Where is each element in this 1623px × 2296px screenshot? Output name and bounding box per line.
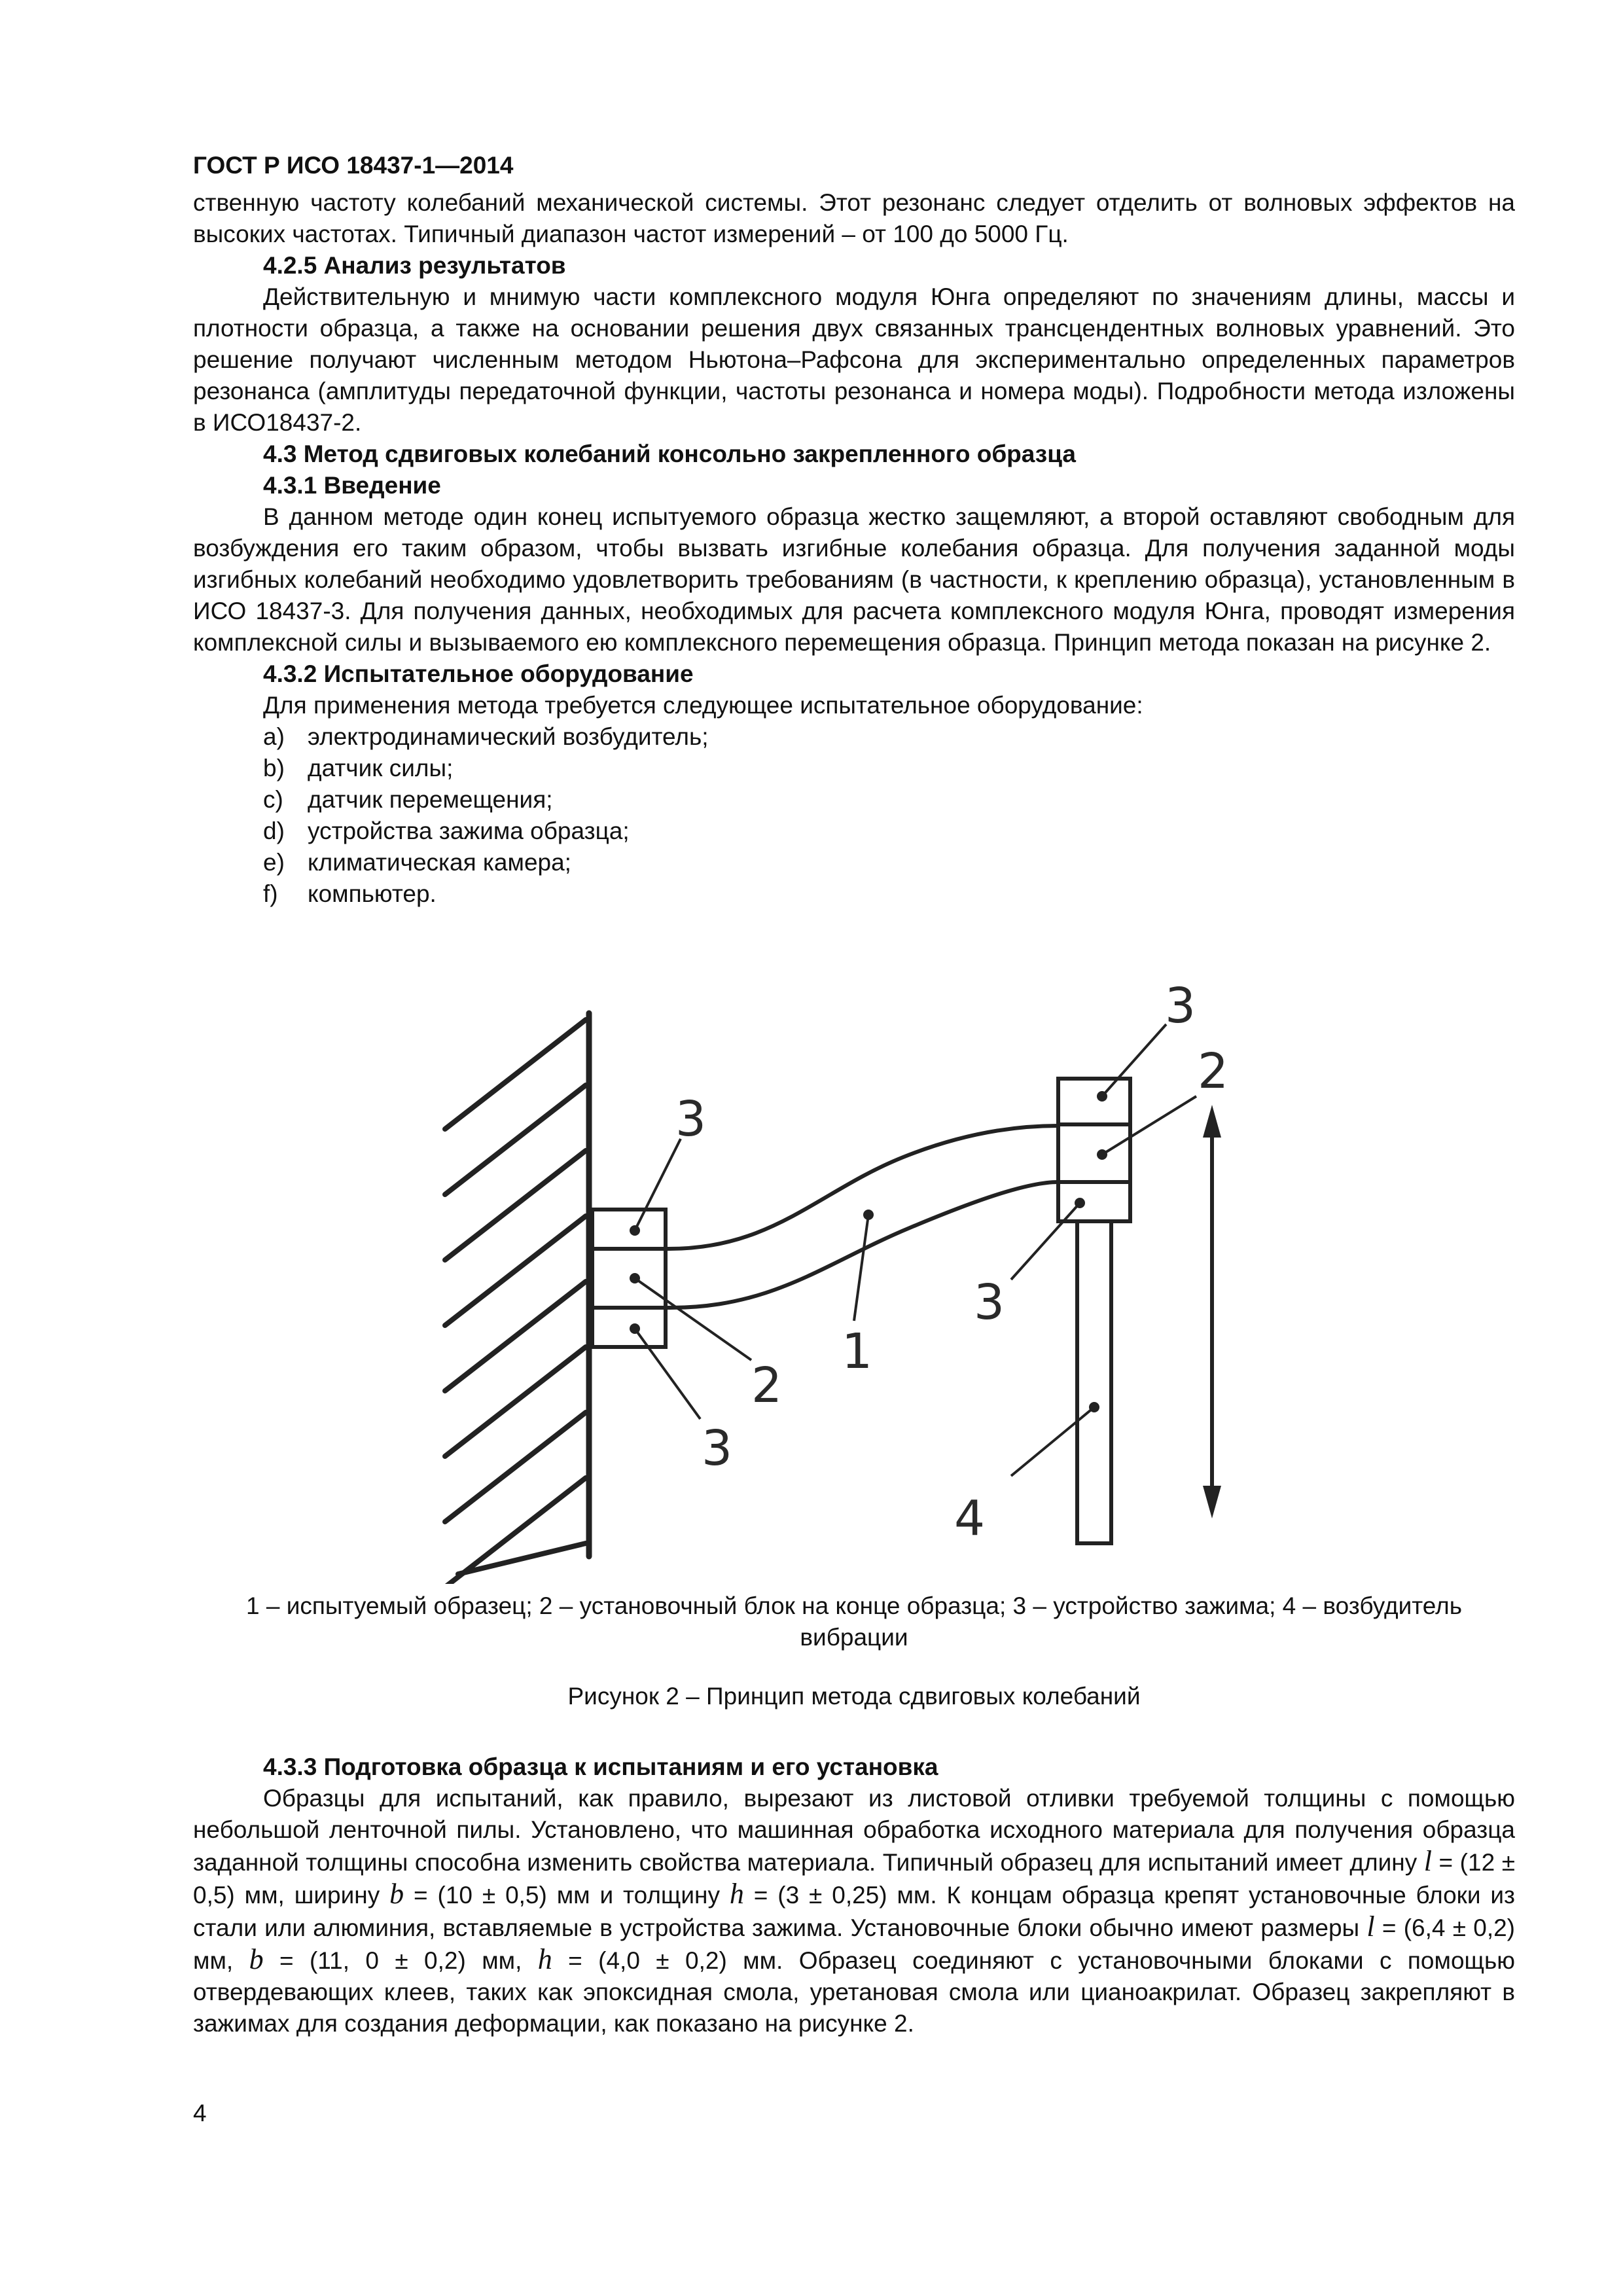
heading-4-3-1: 4.3.1 Введение <box>263 472 441 499</box>
text-run: = (3 ± 0,25) мм. К концам образца крепят установочные блоки из стали или алюминия, вставляемые в устройства зажима. Установочные блоки обычно имеют размеры <box>193 1882 1516 1941</box>
text-run: = (11, 0 ± 0,2) мм, <box>263 1947 538 1974</box>
list-text: устройства зажима образца; <box>308 817 630 844</box>
list-item <box>193 816 1515 847</box>
label-specimen: 1 <box>842 1323 873 1380</box>
list-marker: f) <box>263 880 278 907</box>
text-block-bottom <box>193 1751 1515 2039</box>
list-text: компьютер. <box>308 880 437 907</box>
symbol-width: b <box>389 1878 404 1910</box>
text-run: = (12 ± 0,5) мм, ширину <box>193 1849 1515 1909</box>
list-marker: d) <box>263 817 285 844</box>
paragraph-continuation: ственную частоту колебаний механической системы. Этот резонанс следует отделить от волновых эффектов на высоких частотах. Типичный диапазон частот измерений – от 100 до 5000 Гц. <box>193 189 1515 247</box>
text-run: = (10 ± 0,5) мм и толщину <box>404 1882 730 1909</box>
symbol-thickness: h <box>537 1943 552 1975</box>
text-block-top <box>193 187 1515 910</box>
list-text: электродинамический возбудитель; <box>308 723 709 750</box>
specimen-upper-edge <box>666 1126 1058 1249</box>
text-run: Образцы для испытаний, как правило, вырезают из листовой отливки требуемой толщины с помощью небольшой ленточной пилы. Установлено, что машинная обработка исходного материала для получения образца заданной толщины способна изменить свойства материала. Типичный образец для испытаний имеет длину <box>193 1785 1515 1876</box>
equipment-list <box>193 721 1515 910</box>
list-item <box>193 753 1515 784</box>
list-text: датчик силы; <box>308 755 454 781</box>
list-marker: e) <box>263 849 285 876</box>
label-clamp-bottom-left: 3 <box>702 1420 733 1477</box>
symbol-thickness: h <box>729 1878 744 1910</box>
exciter-rod <box>1077 1221 1111 1543</box>
paragraph-4-3-1: В данном методе один конец испытуемого образца жестко защемляют, а второй оставляют свободным для возбуждения его таким образом, чтобы вызвать изгибные колебания образца. Для получения заданной моды изгибных колебаний необходимо удовлетворить требованиям (в частности, к креплению образца), установленным в ИСО 18437-3. Для получения данных, необходимых для расчета комплексного модуля Юнга, проводят измерения комплексной силы и вызываемого ею комплексного перемещения образца. Принцип метода показан на рисунке 2. <box>193 503 1515 656</box>
label-block-left: 2 <box>751 1357 783 1414</box>
page-number: 4 <box>193 2100 207 2126</box>
list-item <box>193 721 1515 753</box>
figure-caption: Рисунок 2 – Принцип метода сдвиговых колебаний <box>567 1683 1141 1710</box>
running-header: ГОСТ Р ИСО 18437-1—2014 <box>193 152 514 179</box>
paragraph-4-3-3 <box>193 1783 1515 2039</box>
label-clamp-top-right: 3 <box>1165 978 1196 1034</box>
heading-4-3-2: 4.3.2 Испытательное оборудование <box>263 660 694 687</box>
left-clamp <box>592 1210 666 1347</box>
symbol-width: b <box>249 1943 264 1975</box>
right-clamp <box>1058 1079 1130 1221</box>
paragraph-4-2-5: Действительную и мнимую части комплексного модуля Юнга определяют по значениям длины, массы и плотности образца, а также на основании решения двух связанных трансцендентных волновых уравнений. Это решение получают численным методом Ньютона–Рафсона для экспериментально определенных параметров резонанса (амплитуды передаточной функции, частоты резонанса и номера моды). Подробности метода изложены в ИСО18437-2. <box>193 283 1515 436</box>
heading-4-3-3: 4.3.3 Подготовка образца к испытаниям и его установка <box>263 1753 938 1780</box>
paragraph-4-3-2: Для применения метода требуется следующее испытательное оборудование: <box>263 692 1143 719</box>
text-run: = (6,4 ± 0,2) мм, <box>193 1914 1515 1974</box>
label-clamp-right: 3 <box>974 1274 1005 1331</box>
list-item <box>193 878 1515 910</box>
text-run: = (4,0 ± 0,2) мм. Образец соединяют с установочными блоками с помощью отвердевающих клеев, таких как эпоксидная смола, уретановая смола или цианоакрилат. Образец закрепляют в зажимах для создания деформации, как показано на рисунке 2. <box>193 1947 1515 2037</box>
label-clamp-top-left: 3 <box>675 1091 707 1147</box>
heading-4-2-5: 4.2.5 Анализ результатов <box>263 252 566 279</box>
list-text: климатическая камера; <box>308 849 571 876</box>
list-text: датчик перемещения; <box>308 786 553 813</box>
list-marker: a) <box>263 723 285 750</box>
list-item <box>193 784 1515 816</box>
label-exciter: 4 <box>954 1490 986 1547</box>
list-marker: c) <box>263 786 283 813</box>
list-marker: b) <box>263 755 285 781</box>
wall-hatching <box>445 1020 586 1584</box>
symbol-length: l <box>1366 1910 1375 1943</box>
label-block-right: 2 <box>1198 1043 1229 1100</box>
figure-legend: 1 – испытуемый образец; 2 – установочный блок на конце образца; 3 – устройство зажима; 4 – возбудитель вибрации <box>246 1592 1462 1651</box>
figure-2-diagram <box>0 942 1623 1584</box>
symbol-length: l <box>1423 1845 1432 1877</box>
heading-4-3: 4.3 Метод сдвиговых колебаний консольно закрепленного образца <box>263 440 1076 467</box>
list-item <box>193 847 1515 878</box>
